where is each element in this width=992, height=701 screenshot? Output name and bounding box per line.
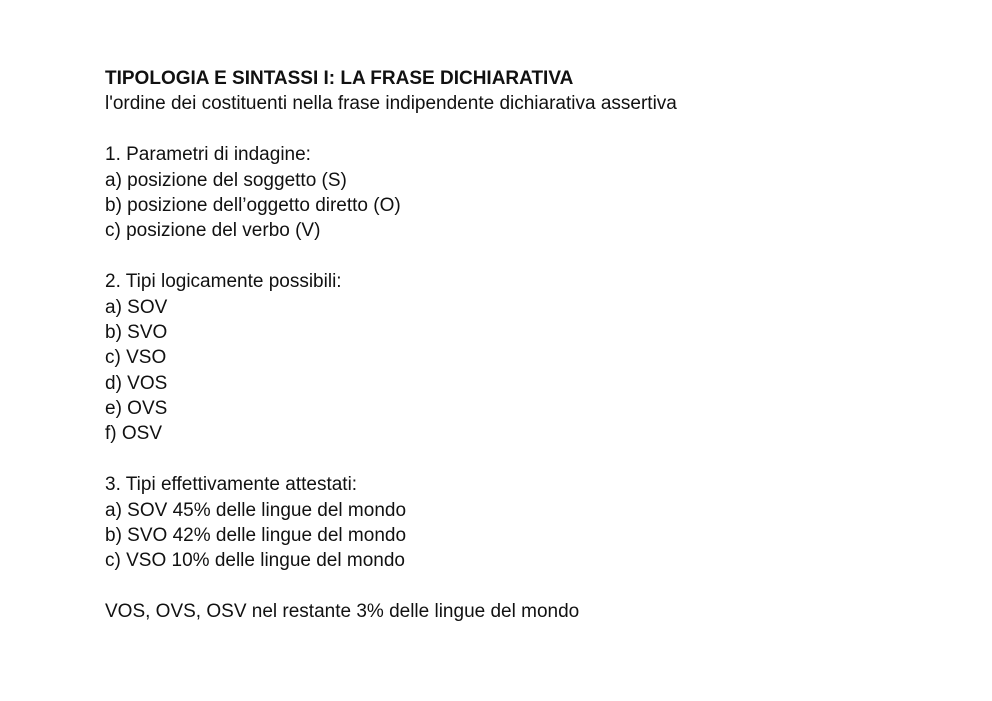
document-page <box>105 66 925 625</box>
spacer <box>105 244 925 269</box>
list-item: a) SOV <box>105 296 168 318</box>
document-subtitle: l'ordine dei costituenti nella frase indipendente dichiarativa assertiva <box>105 93 677 115</box>
section-parametri <box>105 142 925 244</box>
list-item: c) VSO <box>105 347 167 369</box>
section-heading: 2. Tipi logicamente possibili: <box>105 271 342 293</box>
list-item: c) VSO 10% delle lingue del mondo <box>105 550 405 572</box>
spacer <box>105 117 925 142</box>
conclusion-text: VOS, OVS, OSV nel restante 3% delle lingue del mondo <box>105 601 580 623</box>
list-item: d) VOS <box>105 372 168 394</box>
list-item: a) posizione del soggetto (S) <box>105 169 347 191</box>
section-heading: 3. Tipi effettivamente attestati: <box>105 474 358 496</box>
list-item: a) SOV 45% delle lingue del mondo <box>105 499 407 521</box>
list-item: b) SVO 42% delle lingue del mondo <box>105 525 407 547</box>
section-heading: 1. Parametri di indagine: <box>105 144 311 166</box>
spacer <box>105 447 925 472</box>
list-item: b) posizione dell’oggetto diretto (O) <box>105 194 401 216</box>
list-item: e) OVS <box>105 398 168 420</box>
list-item: f) OSV <box>105 423 163 445</box>
section-tipi-attestati <box>105 472 925 574</box>
spacer <box>105 574 925 599</box>
section-tipi-possibili <box>105 269 925 447</box>
document-title: TIPOLOGIA E SINTASSI I: LA FRASE DICHIARATIVA <box>105 68 574 89</box>
list-item: b) SVO <box>105 321 168 343</box>
list-item: c) posizione del verbo (V) <box>105 220 321 242</box>
